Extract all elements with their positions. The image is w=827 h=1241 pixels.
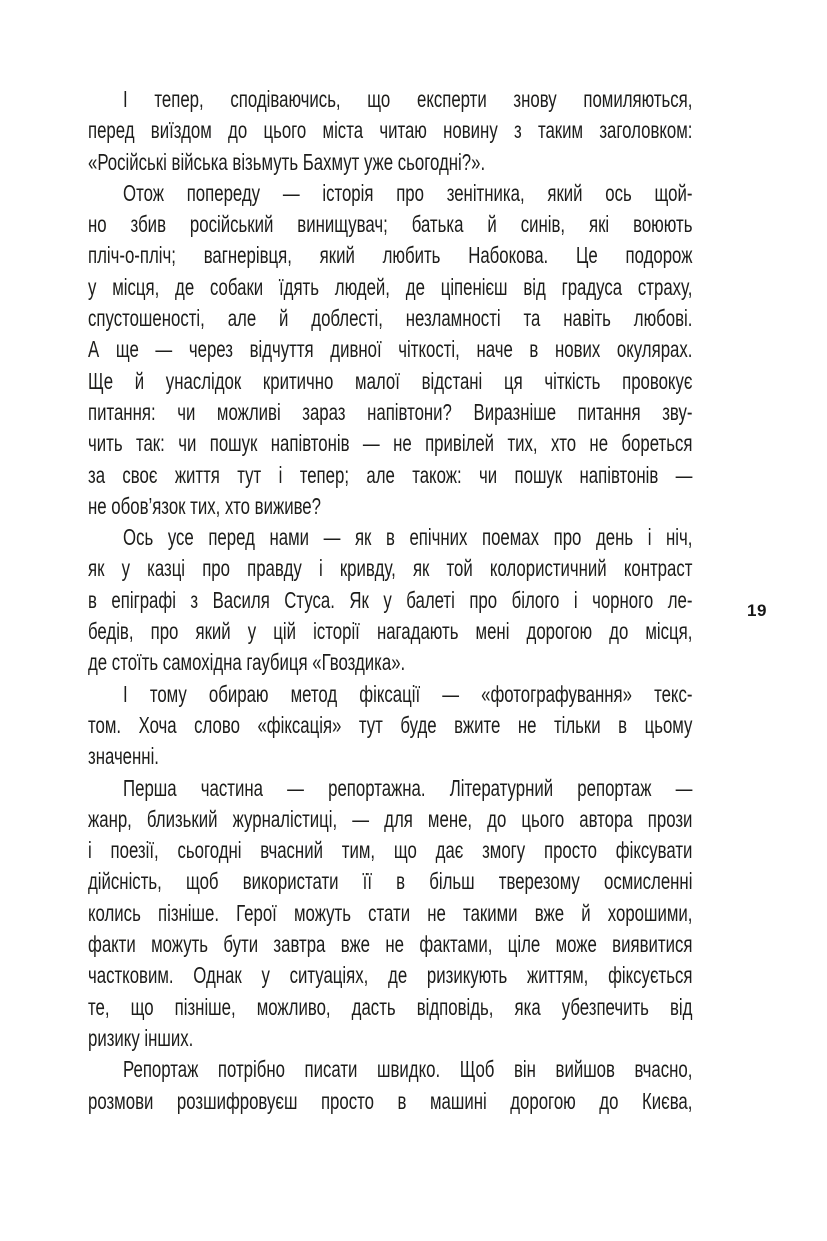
text-line: Ще й унаслідок критично малої відстані ця чіткість провокує [88,367,693,394]
text-line: частковим. Однак у ситуаціях, де ризикують життям, фіксується [88,962,693,989]
text-line: перед виїздом до цього міста читаю новину з таким заголовком: [88,117,693,144]
text-line: жанр, близький журналістиці, — для мене, до цього автора прози [88,805,693,832]
body-text [88,84,692,1117]
text-line: не обов’язок тих, хто виживе? [88,492,321,519]
text-line: в епіграфі з Василя Стуса. Як у балеті про білого і чорного ле- [88,586,693,613]
text-line: розмови розшифровуєш просто в машині дорогою до Києва, [88,1087,693,1114]
paragraph [88,773,692,1055]
text-line: пліч-о-пліч; вагнерівця, який любить Набокова. Це подорож [88,242,693,269]
text-line: як у казці про правду і кривду, як той колористичний контраст [88,555,693,582]
text-line: дійсність, щоб використати її в більш тверезому осмисленні [88,868,693,895]
text-line: Перша частина — репортажна. Літературний репортаж — [123,774,693,801]
text-line: том. Хоча слово «фіксація» тут буде вжите не тільки в цьому [88,711,693,738]
text-line: колись пізніше. Герої можуть стати не такими вже й хорошими, [88,899,693,926]
text-line: но збив російський винищувач; батька й синів, які воюють [88,211,693,238]
text-line: чить так: чи пошук напівтонів — не привілей тих, хто не бореться [88,430,693,457]
text-line: факти можуть бути завтра вже не фактами, ціле може виявитися [88,931,693,958]
page-number: 19 [747,601,767,620]
text-line: Отож попереду — історія про зенітника, який ось щой- [123,179,693,206]
text-line: у місця, де собаки їдять людей, де ціпенієш від градуса страху, [88,273,693,300]
text-line: і поезії, сьогодні вчасний тим, що дає змогу просто фіксувати [88,837,693,864]
text-line: «Російські війська візьмуть Бахмут уже сьогодні?». [88,148,486,175]
text-line: те, що пізніше, можливо, дасть відповідь, яка убезпечить від [88,993,693,1020]
body-text-block [88,84,692,1117]
text-line: значенні. [88,743,159,770]
paragraph [88,1054,692,1117]
text-line: Ось усе перед нами — як в епічних поемах про день і ніч, [123,524,693,551]
text-line: Репортаж потрібно писати швидко. Щоб він вийшов вчасно, [123,1056,693,1083]
text-line: спустошеності, але й доблесті, незламності та навіть любові. [88,305,693,332]
text-line: питання: чи можливі зараз напівтони? Виразніше питання зву- [88,398,693,425]
text-line: за своє життя тут і тепер; але також: чи пошук напівтонів — [88,461,693,488]
paragraph [88,522,692,678]
text-line: І тому обираю метод фіксації — «фотографування» текс- [123,680,693,707]
text-line: бедів, про який у цій історії нагадають мені дорогою до місця, [88,618,693,645]
text-line: І тепер, сподіваючись, що експерти знову помиляються, [123,86,693,112]
text-line: ризику інших. [88,1024,194,1051]
paragraph [88,679,692,773]
text-line: А ще — через відчуття дивної чіткості, наче в нових окулярах. [88,336,693,363]
paragraph [88,84,692,178]
text-line: де стоїть самохідна гаубиця «Гвоздика». [88,649,406,676]
paragraph [88,178,692,522]
